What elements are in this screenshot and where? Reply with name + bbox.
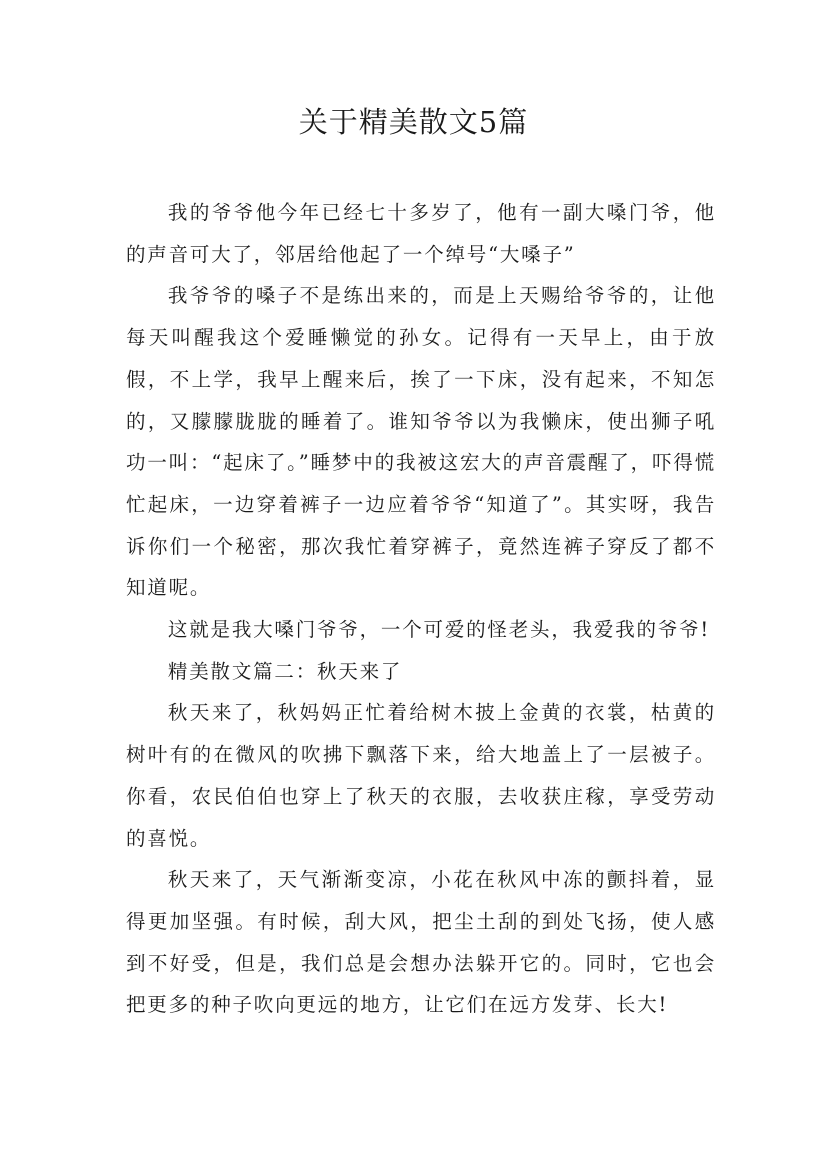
paragraph-4: 秋天来了，秋妈妈正忙着给树木披上金黄的衣裳，枯黄的树叶有的在微风的吹拂下飘落下来，给大地盖上了一层被子。你看，农民伯伯也穿上了秋天的衣服，去收获庄稼，享受劳动的喜悦。 [126,701,716,850]
document-title: 关于精美散文5篇 [298,105,529,139]
section-heading: 精美散文篇二：秋天来了 [167,659,403,683]
document-body [126,192,716,1026]
paragraph-5: 秋天来了，天气渐渐变凉，小花在秋风中冻的颤抖着，显得更加坚强。有时候，刮大风，把尘土刮的到处飞扬，使人感到不好受，但是，我们总是会想办法躲开它的。同时，它也会把更多的种子吹向更远的地方，让它们在远方发芽、长大! [126,868,716,1017]
paragraph-1: 我的爷爷他今年已经七十多岁了，他有一副大嗓门爷，他的声音可大了，邻居给他起了一个绰号“大嗓子” [126,201,716,266]
paragraph-3: 这就是我大嗓门爷爷，一个可爱的怪老头，我爱我的爷爷! [167,618,711,642]
paragraph-2: 我爷爷的嗓子不是练出来的，而是上天赐给爷爷的，让他每天叫醒我这个爱睡懒觉的孙女。记得有一天早上，由于放假，不上学，我早上醒来后，挨了一下床，没有起来，不知怎的，又朦朦胧胧的睡着了。谁知爷爷以为我懒床，使出狮子吼功一叫：“起床了。”睡梦中的我被这宏大的声音震醒了，吓得慌忙起床，一边穿着裤子一边应着爷爷“知道了”。其实呀，我告诉你们一个秘密，那次我忙着穿裤子，竟然连裤子穿反了都不知道呢。 [126,284,716,600]
